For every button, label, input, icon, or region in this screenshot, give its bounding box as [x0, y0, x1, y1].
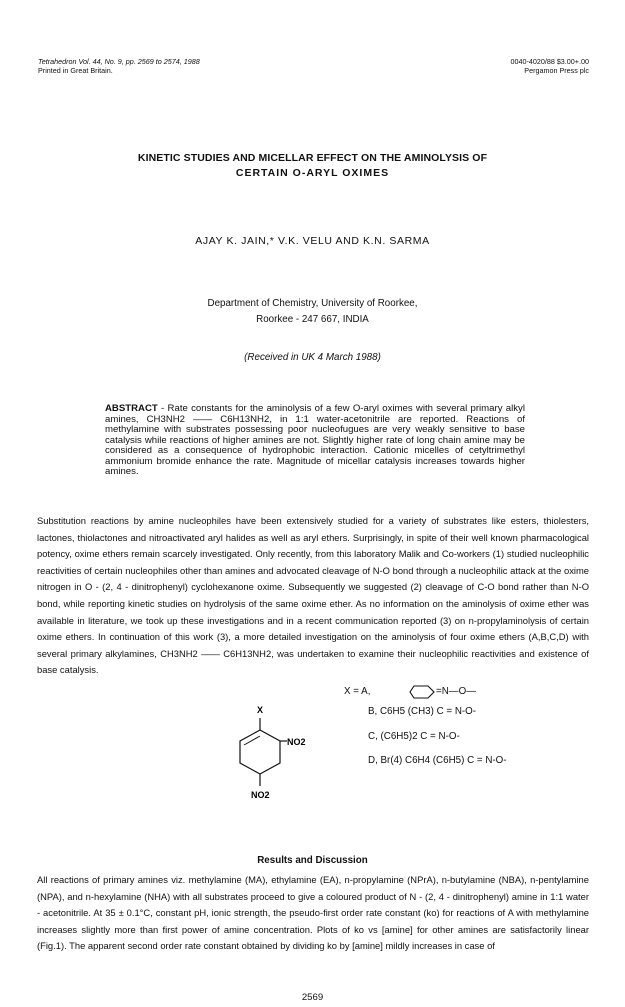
results-text: All reactions of primary amines viz. methylamine (MA), ethylamine (EA), n-propylamine (NPrA), n-butylamine (NBA), n-pentylamine (NPA), and n-hexylamine (NHA) with all substrates proceed to give a coloured product of N - (2, 4 - dinitrophenyl) amine in 1:1 water - acetonitrile. At 35 ± 0.1°C, constant pH, ionic strength, the pseudo-first order rate constant (ko) for reactions of A with methylamine increases slightly more than first power of amine concentration. Plots of ko vs [amine] for other amines are satisfactorily linear (Fig.1). The apparent second order rate constant obtained by dividing ko by [amine] mildly increases in case of — [37, 874, 589, 952]
abstract-label: ABSTRACT — [105, 403, 158, 414]
page-number: 2569 — [301, 992, 324, 1003]
publisher: Pergamon Press plc — [524, 66, 589, 75]
no2-bottom-substituent: NO2 — [251, 790, 270, 800]
journal-header-right — [510, 57, 589, 75]
received-date: (Received in UK 4 March 1988) — [244, 352, 381, 363]
issn-price: 0040-4020/88 $3.00+.00 — [510, 57, 589, 66]
article-title-line1: KINETIC STUDIES AND MICELLAR EFFECT ON THE AMINOLYSIS OF — [137, 152, 488, 164]
abstract-text: - Rate constants for the aminolysis of a few O-aryl oximes with several primary alkyl amines, CH3NH2 —— C6H13NH2, in 1:1 water-acetonitrile are reported. Reactions of methylamine with substrates possessing poor nucleofugues are very weakly sensitive to base catalysis while reactions of higher amines are not. Slightly higher rate of long chain amine may be considered as a consequence of hydrophobic interaction. Cationic micelles of cetyltrimethyl ammonium bromide enhance the rate. Magnitude of micellar catalysis increases towards higher amines. — [105, 403, 525, 477]
introduction-paragraph — [37, 513, 589, 679]
substituent-a: X = A, — [344, 686, 371, 697]
journal-citation: Tetrahedron Vol. 44, No. 9, pp. 2569 to 2574, 1988 — [38, 57, 200, 66]
dinitrophenyl-structure — [225, 700, 315, 810]
article-title-line2: CERTAIN O-ARYL OXIMES — [235, 167, 390, 179]
no2-substituent: NO2 — [287, 737, 306, 747]
affiliation-line1: Department of Chemistry, University of Roorkee, — [207, 298, 418, 309]
results-heading: Results and Discussion — [257, 855, 368, 866]
results-paragraph — [37, 872, 589, 955]
printed-in: Printed in Great Britain. — [38, 66, 113, 75]
substituent-b: B, C6H5 (CH3) C = N-O- — [368, 706, 477, 717]
substituent-c: C, (C6H5)2 C = N-O- — [368, 731, 460, 742]
authors: AJAY K. JAIN,* V.K. VELU AND K.N. SARMA — [195, 235, 430, 247]
journal-header-left — [38, 57, 200, 75]
intro-text: Substitution reactions by amine nucleophiles have been extensively studied for a variety of substrates like esters, thiolesters, lactones, thiolactones and nitroactivated aryl halides as well as aryl ethers. Surprisingly, in spite of their well known pharmacological potency, oxime ethers remain scarcely investigated. Only recently, from this laboratory Malik and Co-workers (1) studied nucleophilic reactivities of certain nucleophiles other than amines and advocated cleavage of N-O bond through a nucleophilic attack at the oxime nitrogen in O - (2, 4 - dinitrophenyl) cyclohexanone oxime. Subsequently we suggested (2) cleavage of C-O bond rather than N-O bond, while reporting kinetic studies on hydrolysis of the same oxime ether. As no information on the aminolysis of oxime ether was available in literature, we took up these investigations and in a recent communication reported (3) on n-propylaminolysis of certain oxime ethers. In continuation of this work (3), a more detailed investigation on the aminolysis of four oxime ethers (A,B,C,D) with several primary alkylamines, CH3NH2 —— C6H13NH2, was undertaken to examine their nucleophilic reactivities and existence of base catalysis. — [37, 515, 589, 676]
oxime-a-group: =N—O— — [436, 686, 477, 697]
benzene-ring — [240, 730, 280, 774]
abstract — [105, 404, 525, 478]
affiliation-line2: Roorkee - 247 667, INDIA — [256, 314, 369, 325]
x-substituent: X — [257, 705, 264, 715]
cyclohexane-icon — [408, 684, 436, 700]
substituent-d: D, Br(4) C6H4 (C6H5) C = N-O- — [368, 755, 507, 766]
